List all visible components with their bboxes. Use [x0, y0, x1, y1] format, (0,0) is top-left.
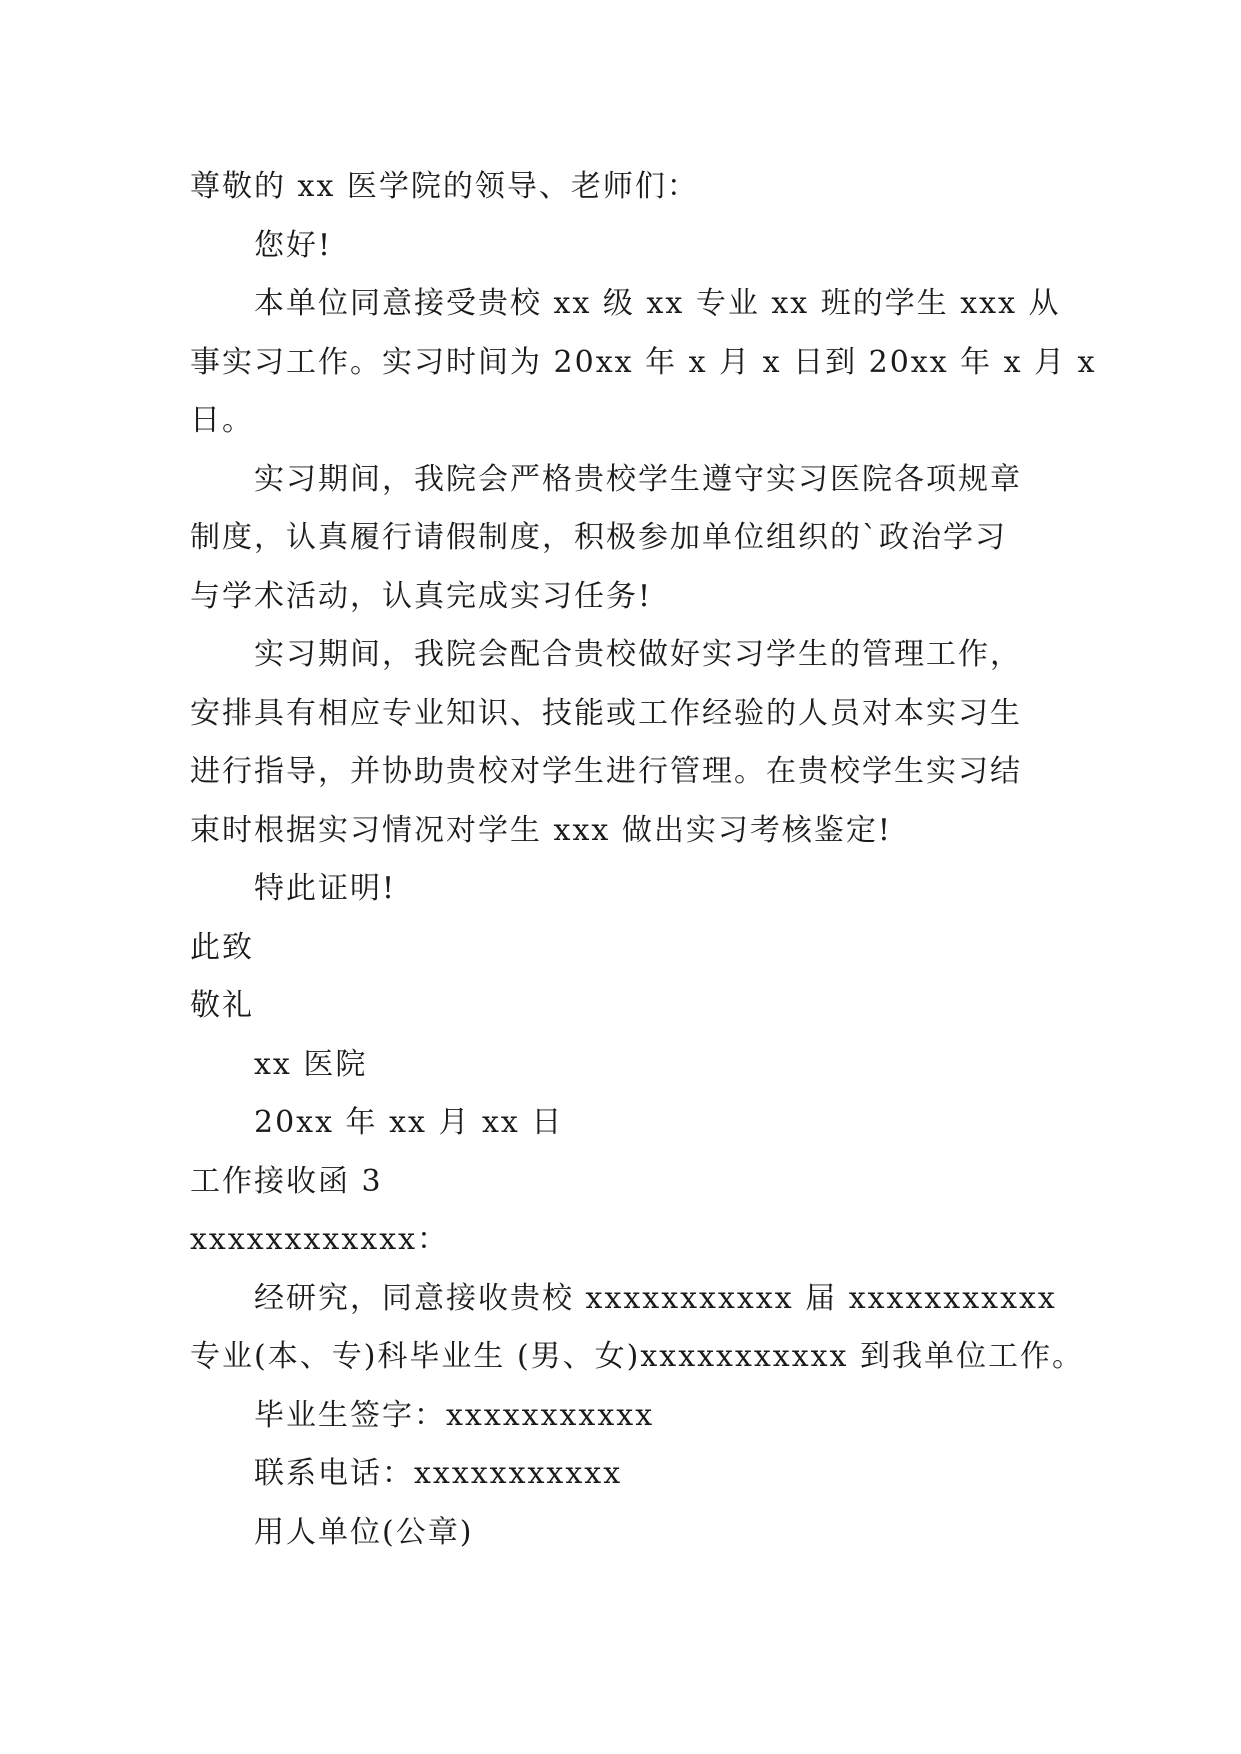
- certify-line: 特此证明!: [254, 871, 397, 906]
- hello-line: 您好!: [254, 227, 333, 263]
- paragraph-line: 事实习工作。实习时间为 20xx 年 x 月 x 日到 20xx 年 x 月 x: [190, 344, 1097, 380]
- paragraph-line: 经研究，同意接收贵校 xxxxxxxxxxx 届 xxxxxxxxxxx: [254, 1280, 1057, 1316]
- paragraph-line: 与学术活动，认真完成实习任务!: [190, 578, 653, 614]
- contact-phone: 联系电话：xxxxxxxxxxx: [254, 1456, 623, 1491]
- greeting-line: 尊敬的 xx 医学院的领导、老师们：: [190, 169, 699, 204]
- paragraph-job-acceptance: [190, 1270, 1084, 1387]
- organization-name: xx 医院: [254, 1046, 368, 1082]
- closing-line-1: 此致: [190, 929, 254, 965]
- paragraph-line: 日。: [190, 403, 254, 438]
- paragraph-line: 本单位同意接受贵校 xx 级 xx 专业 xx 班的学生 xxx 从: [254, 286, 1061, 321]
- addressee-line: xxxxxxxxxxxx：: [190, 1222, 450, 1257]
- letter-date: 20xx 年 xx 月 xx 日: [254, 1105, 564, 1140]
- paragraph-rules: [190, 451, 1070, 627]
- paragraph-line: 安排具有相应专业知识、技能或工作经验的人员对本实习生: [190, 695, 1022, 731]
- paragraph-line: 束时根据实习情况对学生 xxx 做出实习考核鉴定!: [190, 812, 892, 848]
- paragraph-management: [190, 626, 1070, 860]
- section-title: 工作接收函 3: [190, 1163, 383, 1199]
- paragraph-line: 实习期间，我院会严格贵校学生遵守实习医院各项规章: [254, 461, 1022, 497]
- paragraph-acceptance: [190, 275, 1097, 451]
- paragraph-line: 进行指导，并协助贵校对学生进行管理。在贵校学生实习结: [190, 754, 1022, 789]
- paragraph-line: 制度，认真履行请假制度，积极参加单位组织的`政治学习: [190, 520, 1007, 555]
- employer-seal: 用人单位(公章): [254, 1514, 474, 1550]
- graduate-signature: 毕业生签字：xxxxxxxxxxx: [254, 1397, 655, 1433]
- paragraph-line: 专业(本、专)科毕业生 (男、女)xxxxxxxxxxx 到我单位工作。: [190, 1339, 1084, 1374]
- paragraph-line: 实习期间，我院会配合贵校做好实习学生的管理工作，: [254, 637, 1022, 672]
- letter-body: [190, 158, 1097, 1562]
- closing-line-2: 敬礼: [190, 988, 254, 1023]
